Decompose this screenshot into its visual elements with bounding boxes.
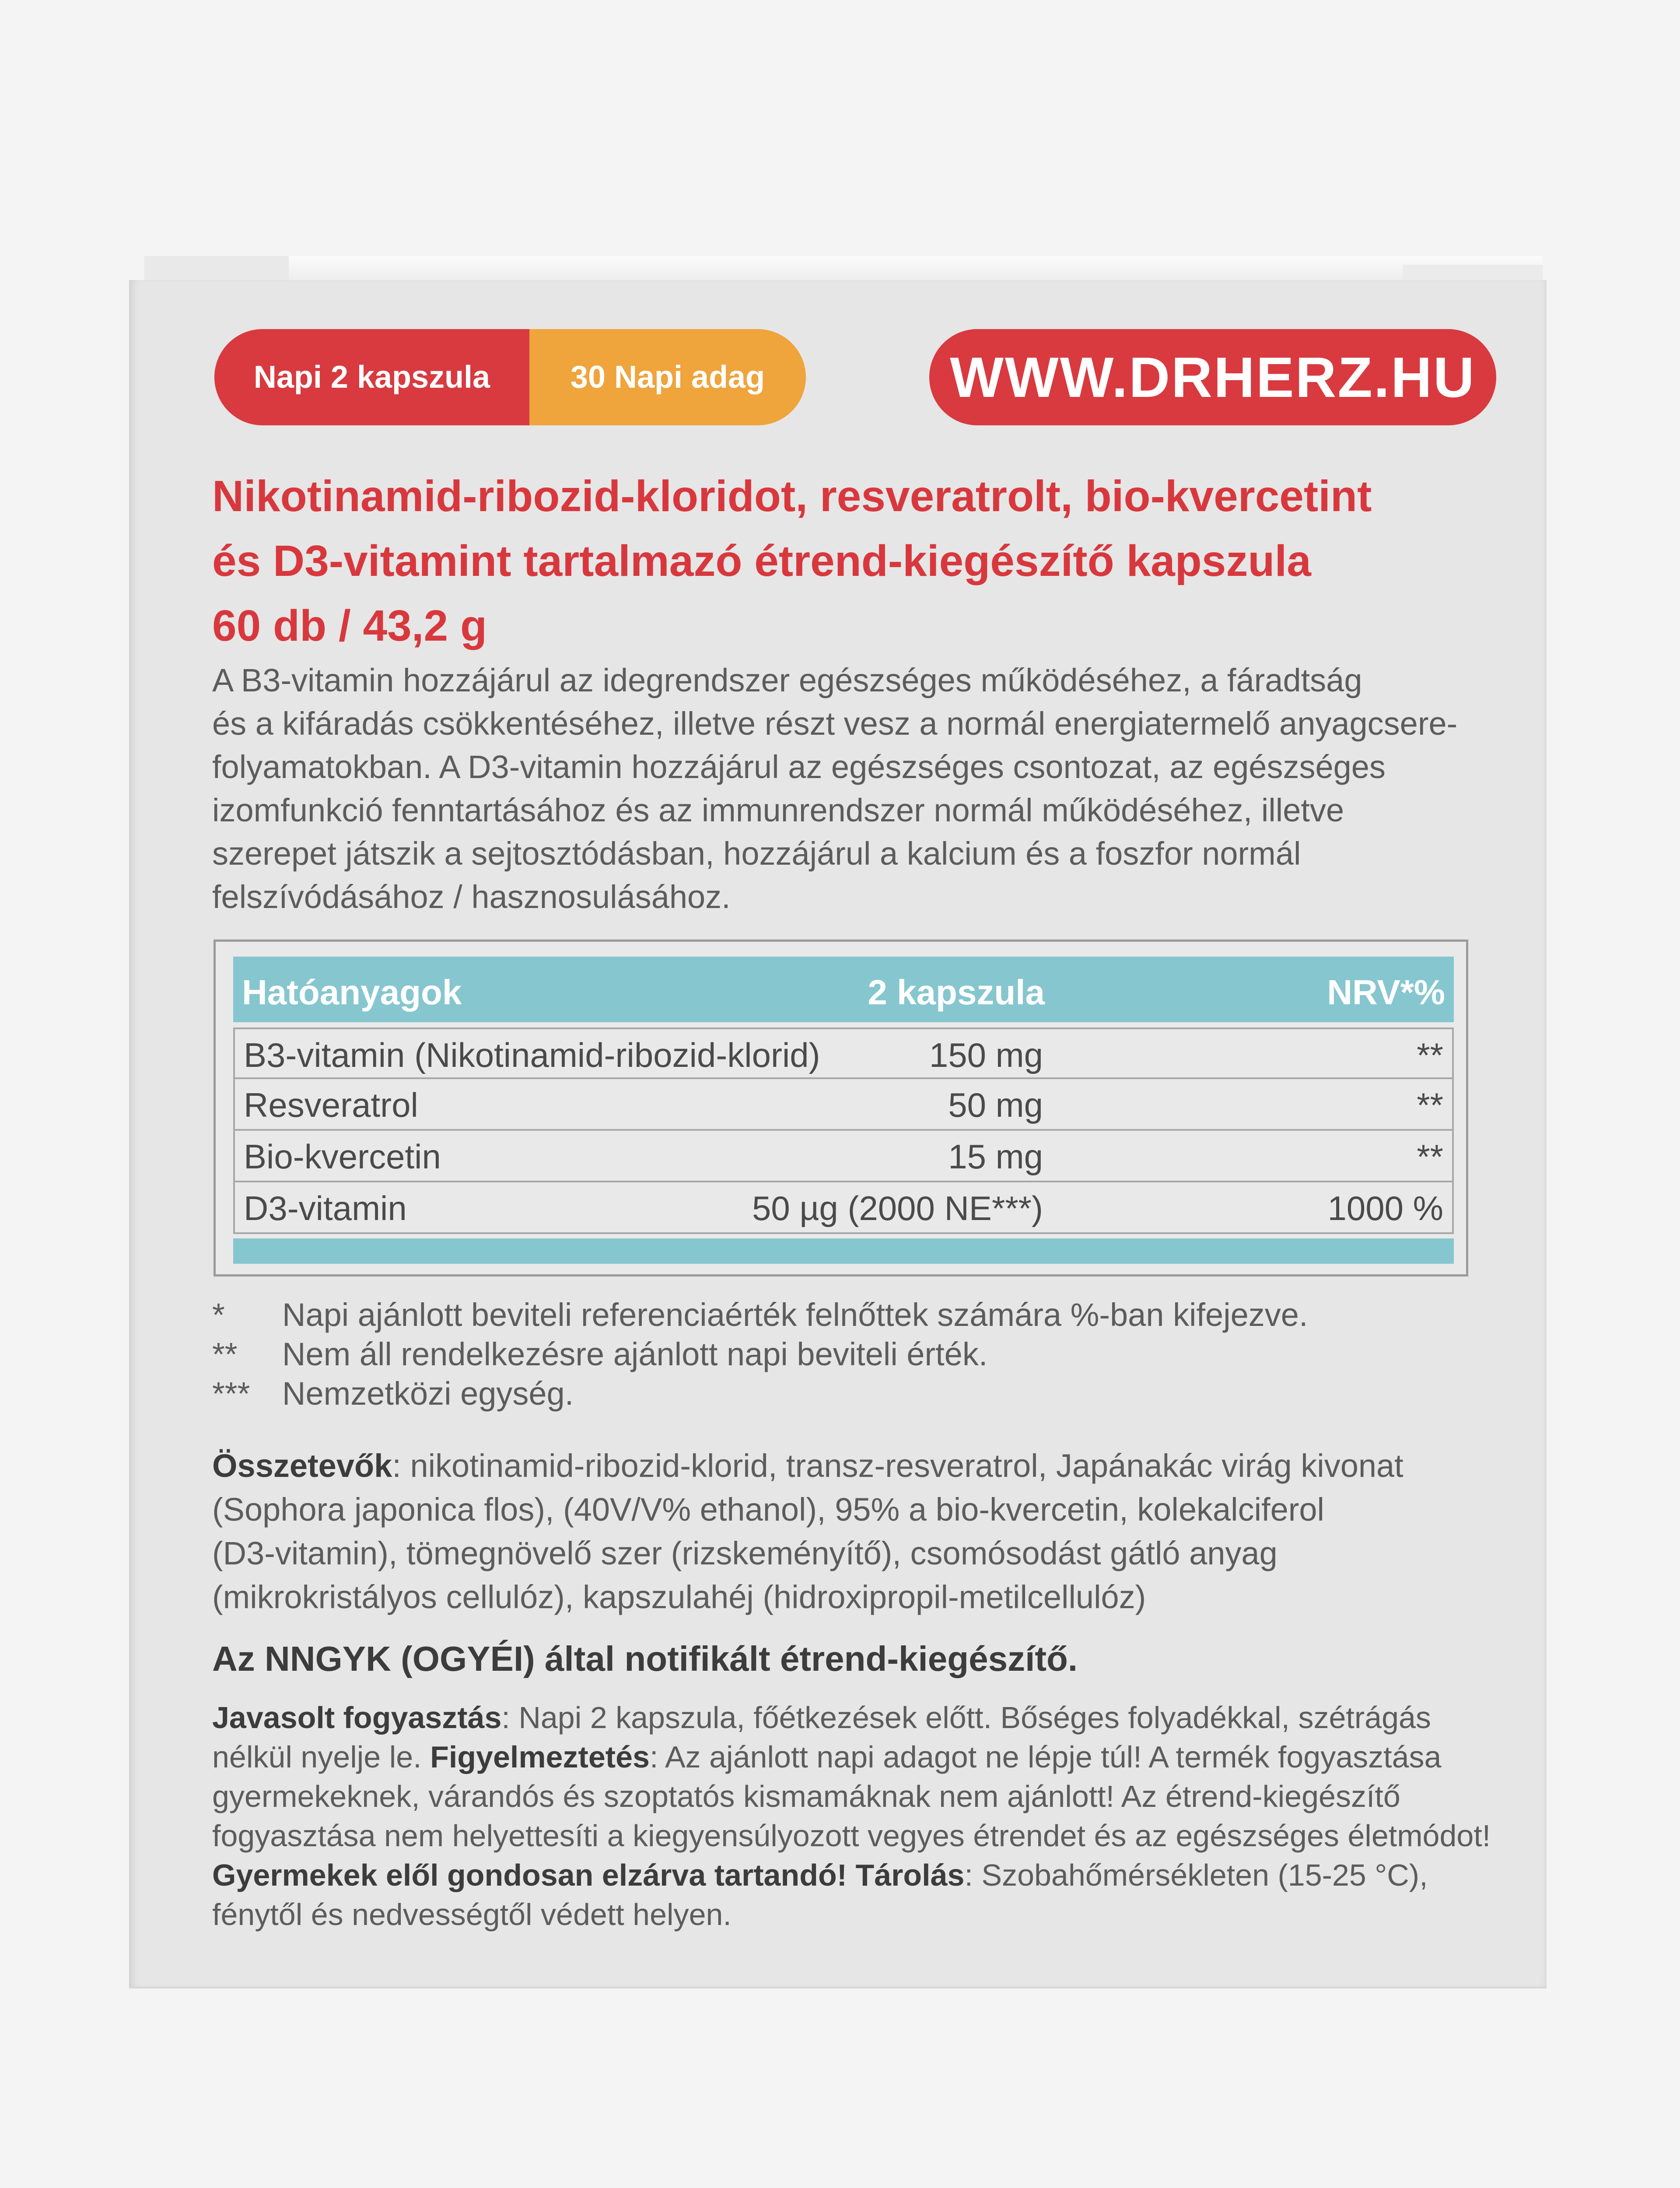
ingredients-text: : nikotinamid-ribozid-klorid, transz-resveratrol, Japánakác virág kivonat <box>392 1448 1404 1484</box>
footnote-text: Nem áll rendelkezésre ajánlott napi beviteli érték. <box>282 1336 988 1372</box>
description-line: szerepet játszik a sejtosztódásban, hozzájárul a kalcium és a foszfor normál <box>212 835 1301 872</box>
usage-line <box>212 1855 1507 1895</box>
headline-line-2: és D3-vitamint tartalmazó étrend-kiegészítő kapszula <box>212 536 1311 586</box>
row-nrv: ** <box>1417 1036 1443 1074</box>
consumption-text: : Napi 2 kapszula, főétkezések előtt. Bőséges folyadékkal, szétrágás <box>501 1701 1431 1735</box>
box-top-flap-right <box>1403 265 1543 282</box>
description-line: izomfunkció fenntartásához és az immunrendszer normál működéséhez, illetve <box>212 792 1344 828</box>
children-storage-label: Gyermekek elől gondosan elzárva tartandó! Tárolás <box>212 1858 965 1892</box>
ingredients-line: (mikrokristályos cellulóz), kapszulahéj (hidroxipropil-metilcellulóz) <box>212 1579 1146 1615</box>
description-line: felszívódásához / hasznosulásához. <box>212 879 731 915</box>
table-row <box>233 1027 1454 1079</box>
description-line: folyamatokban. A D3-vitamin hozzájárul az egészséges csontozat, az egészséges <box>212 749 1386 785</box>
footnotes <box>212 1295 1437 1413</box>
table-row <box>233 1182 1454 1234</box>
row-amount: 50 mg <box>948 1086 1043 1124</box>
footnote-mark: * <box>212 1297 225 1333</box>
footnote-text: Napi ajánlott beviteli referenciaérték felnőttek számára %-ban kifejezve. <box>282 1297 1308 1333</box>
row-ingredient: D3-vitamin <box>244 1189 407 1227</box>
footnote <box>212 1374 1437 1413</box>
row-nrv: ** <box>1417 1086 1443 1124</box>
row-ingredient: Bio-kvercetin <box>244 1137 441 1176</box>
headline-line-3: 60 db / 43,2 g <box>212 601 487 650</box>
warning-label: Figyelmeztetés <box>430 1740 650 1774</box>
ingredients-list <box>212 1444 1498 1619</box>
row-ingredient: B3-vitamin (Nikotinamid-ribozid-klorid) <box>244 1036 820 1074</box>
headline-line-1: Nikotinamid-ribozid-kloridot, resveratrolt, bio-kvercetint <box>212 472 1372 521</box>
storage-text: : Szobahőmérsékleten (15-25 °C), <box>964 1858 1428 1892</box>
consumption-label: Javasolt fogyasztás <box>212 1701 502 1735</box>
description-line: és a kifáradás csökkentéséhez, illetve részt vesz a normál energiatermelő anyagcsere- <box>212 705 1458 742</box>
table-header <box>233 957 1454 1022</box>
footnote <box>212 1335 1437 1374</box>
row-ingredient: Resveratrol <box>244 1086 418 1124</box>
row-nrv: ** <box>1417 1137 1443 1176</box>
usage-line <box>212 1698 1507 1737</box>
ingredients-line: (D3-vitamin), tömegnövelő szer (rizskeményítő), csomósodást gátló anyag <box>212 1535 1278 1571</box>
table-footer-bar <box>233 1238 1454 1264</box>
table-row <box>233 1131 1454 1182</box>
product-headline <box>212 464 1503 658</box>
box-top-flap-left <box>144 256 289 282</box>
description-line: A B3-vitamin hozzájárul az idegrendszer egészséges működéséhez, a fáradtság <box>212 662 1362 698</box>
header-nrv: NRV*% <box>1327 973 1445 1012</box>
usage-line: fénytől és nedvességtől védett helyen. <box>212 1897 732 1932</box>
usage-line <box>212 1737 1507 1777</box>
footnote <box>212 1295 1437 1335</box>
footnote-mark: ** <box>212 1336 238 1372</box>
usage-line: fogyasztása nem helyettesíti a kiegyensúlyozott vegyes étrendet és az egészséges életmódot! <box>212 1819 1491 1853</box>
footnote-text: Nemzetközi egység. <box>282 1375 574 1412</box>
footnote-mark: *** <box>212 1375 250 1412</box>
usage-text: nélkül nyelje le. <box>212 1740 430 1774</box>
box-top-flap <box>144 256 1543 283</box>
header-two-capsules: 2 kapszula <box>868 973 1045 1012</box>
table-row <box>233 1079 1454 1131</box>
row-nrv: 1000 % <box>1327 1189 1443 1227</box>
ingredients-line: (Sophora japonica flos), (40V/V% ethanol), 95% a bio-kvercetin, kolekalciferol <box>212 1491 1324 1528</box>
warning-text: : Az ajánlott napi adagot ne lépje túl! A termék fogyasztása <box>649 1740 1442 1774</box>
website-badge: WWW.DRHERZ.HU <box>929 329 1496 425</box>
daily-dose-badge: Napi 2 kapszula <box>214 329 529 425</box>
notification-statement: Az NNGYK (OGYÉI) által notifikált étrend-kiegészítő. <box>212 1639 1078 1678</box>
row-amount: 15 mg <box>948 1137 1043 1176</box>
ingredients-line <box>212 1444 1498 1488</box>
usage-line: gyermekeknek, várandós és szoptatós kismamáknak nem ajánlott! Az étrend-kiegészítő <box>212 1779 1400 1813</box>
usage-instructions <box>212 1698 1507 1934</box>
product-description <box>212 659 1490 919</box>
ingredients-table <box>214 940 1468 1276</box>
row-amount: 150 mg <box>929 1036 1043 1074</box>
servings-badge: 30 Napi adag <box>529 329 806 425</box>
ingredients-label: Összetevők <box>212 1448 392 1484</box>
table-body <box>233 1027 1454 1234</box>
row-amount: 50 µg (2000 NE***) <box>752 1189 1043 1227</box>
header-active-ingredients: Hatóanyagok <box>242 973 462 1012</box>
